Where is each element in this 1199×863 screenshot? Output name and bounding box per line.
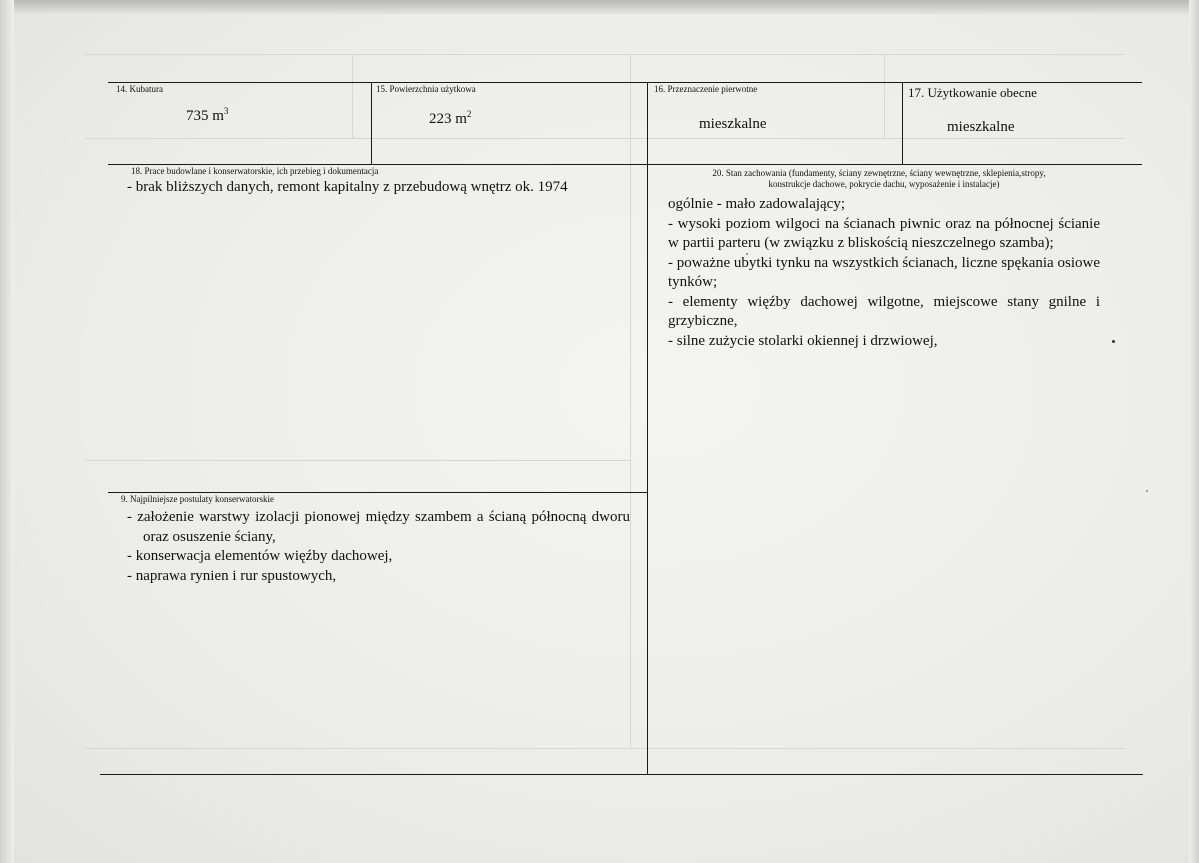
field-15-exponent: 2 (466, 109, 472, 119)
field-17-value: mieszkalne (947, 119, 1015, 135)
field-9-item: - założenie warstwy izolacji pionowej między szambem a ścianą północną dworu oraz osuszenie ściany, (127, 509, 630, 545)
bleed-line (630, 54, 631, 748)
col-line-3 (902, 82, 903, 164)
field-20-item: - elementy więźby dachowej wilgotne, miejscowe stany gnilne i grzybiczne, (668, 293, 1100, 329)
bleed-line (884, 54, 885, 139)
field-15-label: 15. Powierzchnia użytkowa (376, 84, 476, 94)
field-14-exponent: 3 (223, 106, 229, 116)
field-14-number: 735 m (186, 108, 224, 124)
bleed-line (352, 54, 353, 139)
field-9-item: - naprawa rynien i rur spustowych, (127, 567, 337, 584)
field-14-label: 14. Kubatura (116, 84, 163, 94)
scan-shadow-top (0, 0, 1199, 14)
field-9-label: 9. Najpilniejsze postulaty konserwatorskie (121, 494, 274, 504)
field-20-text (668, 195, 1100, 351)
row-line-top (108, 82, 1142, 83)
field-9-item: - konserwacja elementów więźby dachowej, (127, 548, 393, 564)
scan-shadow-left (0, 0, 14, 863)
bleed-line (85, 54, 1125, 55)
field-20-item: ogólnie - mało zadowalający; (668, 196, 846, 212)
scan-speck (746, 253, 748, 255)
bleed-line (85, 748, 1125, 749)
bleed-line (85, 138, 1125, 139)
row-line-bottom (100, 774, 1143, 775)
field-18-label: 18. Prace budowlane i konserwatorskie, ich przebieg i dokumentacja (131, 166, 379, 176)
scan-speck (1112, 340, 1115, 343)
scan-shadow-right (1189, 0, 1199, 863)
scan-speck (1146, 490, 1148, 492)
field-20-item: - poważne ubytki tynku na wszystkich ścianach, liczne spękania osiowe tynków; (668, 254, 1100, 290)
row-line-field9 (108, 492, 648, 493)
col-line-1 (371, 82, 372, 164)
field-15-number: 223 m (429, 111, 467, 127)
field-18-line: - brak bliższych danych, remont kapitalny z przebudową wnętrz ok. 1974 (127, 179, 568, 195)
field-20-item: - wysoki poziom wilgoci na ścianach piwnic oraz na północnej ścianie w partii parteru (w związku z bliskością nieszczelnego szamba); (668, 215, 1100, 251)
col-line-2 (647, 82, 648, 774)
field-20-label (664, 168, 1094, 190)
field-9-text (127, 508, 630, 586)
field-16-label: 16. Przeznaczenie pierwotne (654, 84, 758, 94)
field-20-item: - silne zużycie stolarki okiennej i drzwiowej, (668, 332, 938, 349)
field-18-text (127, 178, 642, 198)
field-20-label-line2: konstrukcje dachowe, pokrycie dachu, wyposażenie i instalacje) (768, 179, 1000, 189)
field-20-label-line1: 20. Stan zachowania (fundamenty, ściany zewnętrzne, ściany wewnętrzne, sklepienia,stropy, (712, 168, 1046, 178)
field-16-value: mieszkalne (699, 116, 767, 132)
row-line-middle (108, 164, 1142, 165)
field-14-value (186, 108, 228, 125)
bleed-line (85, 460, 630, 461)
field-15-value (429, 111, 471, 128)
field-17-label: 17. Użytkowanie obecne (908, 85, 1037, 100)
